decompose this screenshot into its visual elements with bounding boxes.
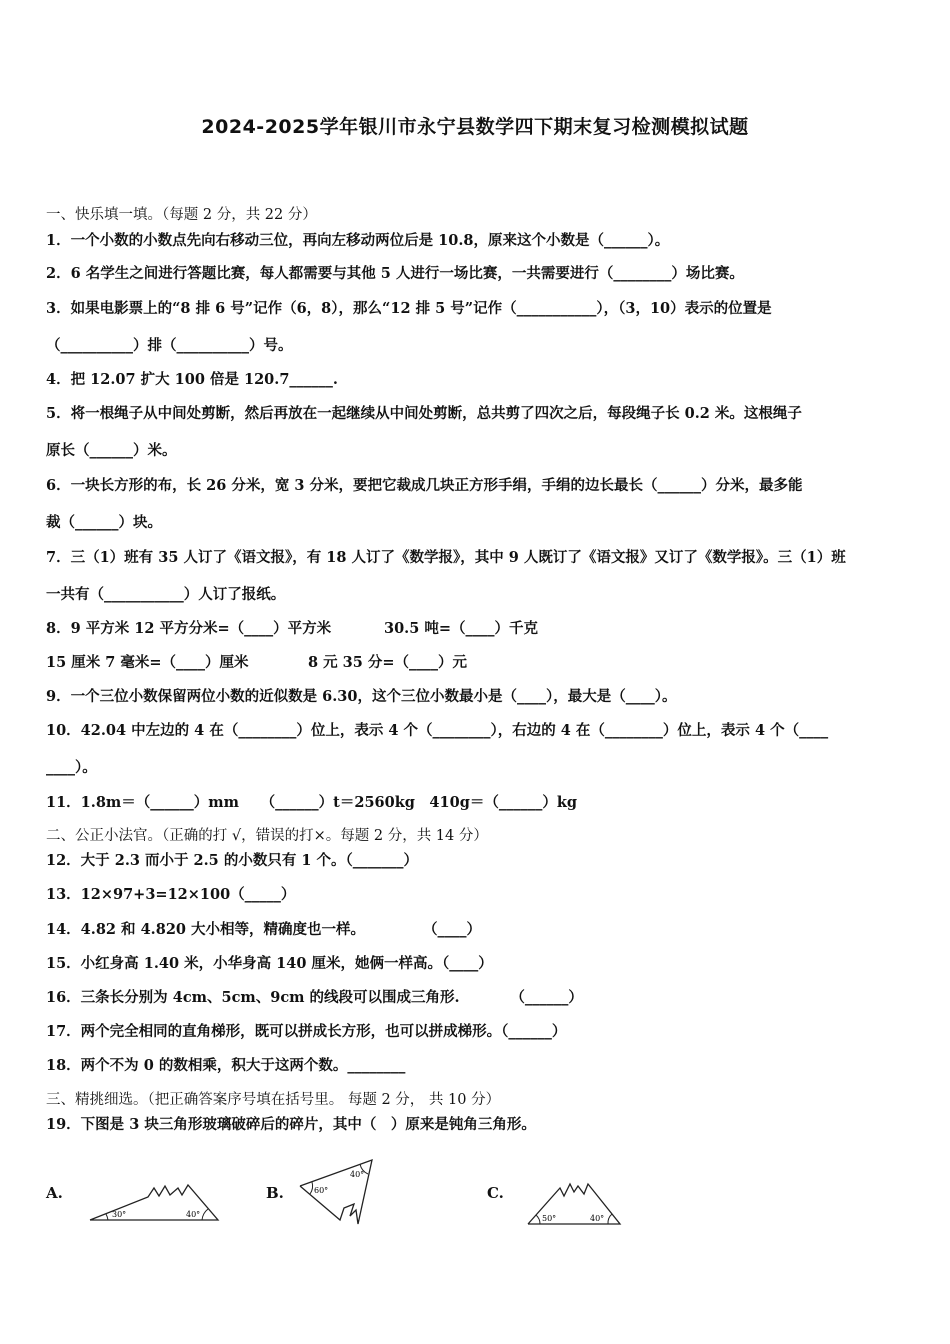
question-6-line-1: 6．一块长方形的布，长 26 分米，宽 3 分米，要把它裁成几块正方形手绢，手绢的边长最长（______）分米，最多能	[46, 477, 803, 494]
question-19: 19．下图是 3 块三角形玻璃破碎后的碎片，其中（ ）原来是钝角三角形。	[46, 1116, 536, 1133]
question-15: 15．小红身高 1.40 米，小华身高 140 厘米，她俩一样高。（____）	[46, 955, 493, 972]
question-8-part-c: 15 厘米 7 毫米=（____）厘米	[46, 654, 249, 671]
question-1: 1．一个小数的小数点先向右移动三位，再向左移动两位后是 10.8，原来这个小数是（______）。	[46, 232, 670, 249]
question-13: 13．12×97+3=12×100（_____）	[46, 886, 296, 903]
question-8-part-d: 8 元 35 分=（____）元	[308, 654, 468, 671]
angle-b2: 40°	[350, 1170, 365, 1179]
question-17: 17．两个完全相同的直角梯形，既可以拼成长方形，也可以拼成梯形。（______）	[46, 1023, 567, 1040]
question-2: 2．6 名学生之间进行答题比赛，每人都需要与其他 5 人进行一场比赛，一共需要进行（________）场比赛。	[46, 265, 744, 282]
section-2-heading: 二、公正小法官。（正确的打 √，错误的打×。每题 2 分，共 14 分）	[46, 828, 488, 844]
question-6-line-2: 裁（______）块。	[46, 514, 162, 531]
question-5-line-1: 5．将一根绳子从中间处剪断，然后再放在一起继续从中间处剪断，总共剪了四次之后，每段绳子长 0.2 米。这根绳子	[46, 405, 802, 422]
angle-c1: 50°	[542, 1214, 557, 1223]
question-16: 16．三条长分别为 4cm、5cm、9cm 的线段可以围成三角形. （______）	[46, 989, 583, 1006]
option-c-label: C.	[487, 1184, 504, 1202]
broken-triangle-b-figure	[296, 1158, 380, 1232]
broken-triangle-a-figure	[88, 1180, 224, 1226]
question-10-line-2: ____）。	[46, 759, 97, 776]
option-b-label: B.	[266, 1184, 284, 1202]
section-1-heading: 一、快乐填一填。（每题 2 分，共 22 分）	[46, 207, 317, 223]
angle-a2: 40°	[186, 1210, 201, 1219]
question-8-part-b: 30.5 吨=（____）千克	[384, 620, 539, 637]
question-3-line-2: （__________）排（__________）号。	[46, 337, 293, 354]
question-4: 4．把 12.07 扩大 100 倍是 120.7______.	[46, 371, 338, 388]
question-10-line-1: 10．42.04 中左边的 4 在（________）位上，表示 4 个（________），右边的 4 在（________）位上，表示 4 个（____	[46, 722, 829, 739]
option-a-label: A.	[46, 1184, 63, 1202]
question-3-line-1: 3．如果电影票上的“8 排 6 号”记作（6，8），那么“12 排 5 号”记作（___________），（3，10）表示的位置是	[46, 300, 772, 317]
angle-a1: 30°	[112, 1210, 127, 1219]
question-5-line-2: 原长（______）米。	[46, 442, 177, 459]
angle-b1: 60°	[314, 1186, 329, 1195]
question-18: 18．两个不为 0 的数相乘，积大于这两个数。________	[46, 1057, 406, 1074]
question-12: 12．大于 2.3 而小于 2.5 的小数只有 1 个。（_______）	[46, 852, 419, 869]
question-9: 9．一个三位小数保留两位小数的近似数是 6.30，这个三位小数最小是（____），最大是（____）。	[46, 688, 677, 705]
page-title: 2024-2025学年银川市永宁县数学四下期末复习检测模拟试题	[201, 116, 749, 138]
question-11: 11．1.8m＝（______）mm （______）t＝2560kg 410g＝（______）kg	[46, 794, 578, 811]
question-14: 14．4.82 和 4.820 大小相等，精确度也一样。 （____）	[46, 921, 482, 938]
question-7-line-2: 一共有（___________）人订了报纸。	[46, 586, 286, 603]
question-7-line-1: 7．三（1）班有 35 人订了《语文报》，有 18 人订了《数学报》，其中 9 人既订了《语文报》又订了《数学报》。三（1）班	[46, 549, 846, 566]
broken-triangle-c-figure	[526, 1180, 626, 1228]
question-8-part-a: 8．9 平方米 12 平方分米=（____）平方米	[46, 620, 332, 637]
section-3-heading: 三、精挑细选。（把正确答案序号填在括号里。 每题 2 分， 共 10 分）	[46, 1092, 501, 1108]
angle-c2: 40°	[590, 1214, 605, 1223]
